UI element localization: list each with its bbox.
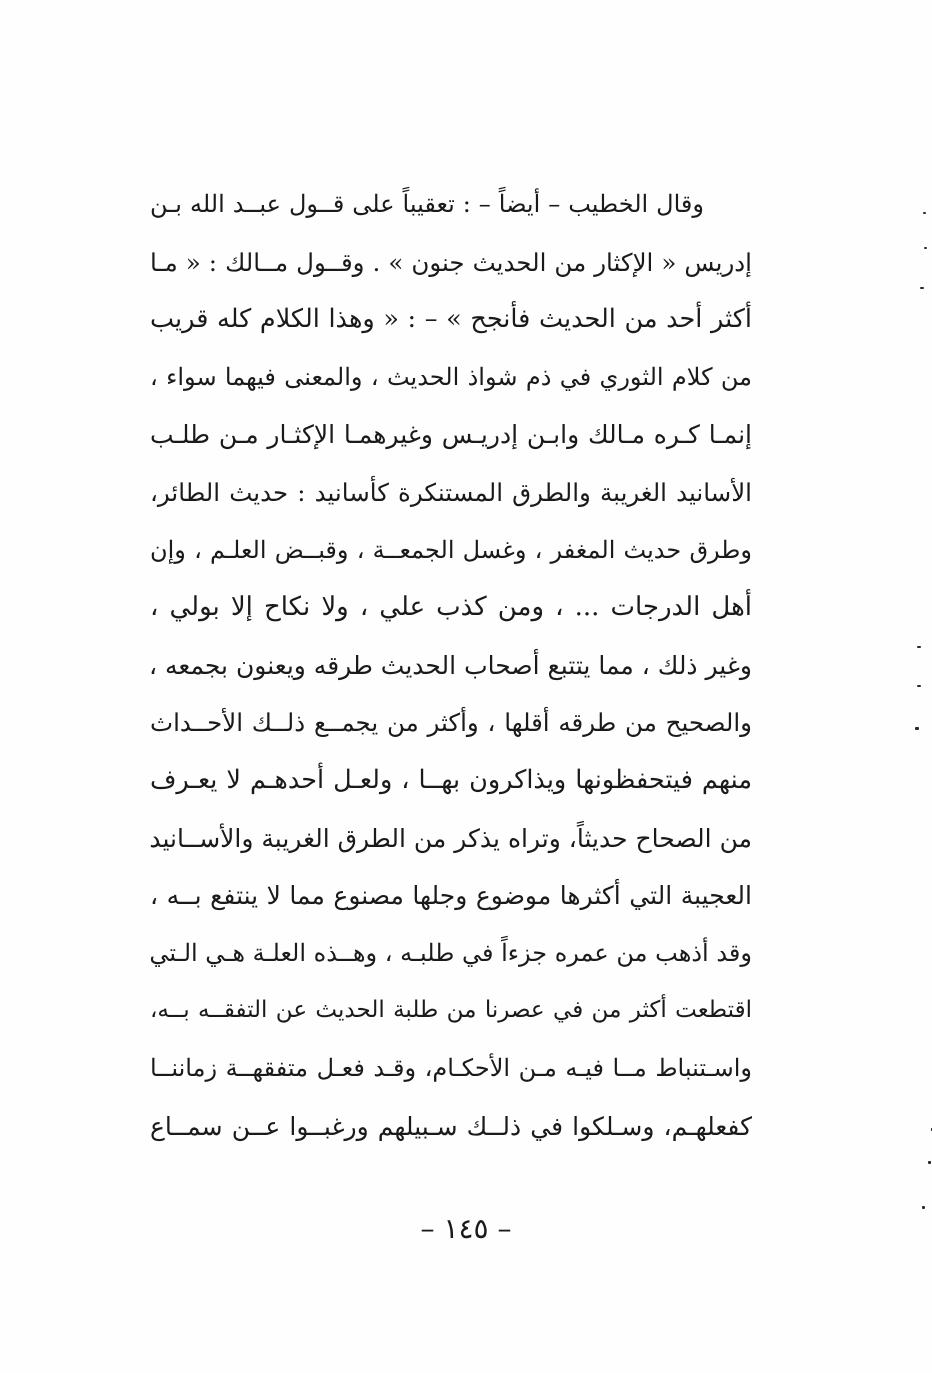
scan-mark [928,1161,931,1164]
text-line-2: إدريس « الإكثار من الحديث جنون » . وقــول مــالك : « مـا [150,247,752,277]
scan-mark [923,212,926,214]
scan-mark [917,685,921,687]
text-line-11: منهم فيتحفظونها ويذاكرون بهــا ، ولعـل أحدهـم لا يعـرف [150,764,752,795]
text-line-14: وقد أذهب من عمره جزءاً في طلبـه ، وهــذه العلـة هـي الـتي [149,938,752,967]
text-line-7: وطرق حديث المغفر ، وغسل الجمعــة ، وقبــض العلـم ، وإن [150,535,752,564]
scan-mark [917,646,921,648]
text-line-4: من كلام الثوري في ذم شواذ الحديث ، والمعنى فيهما سواء ، [150,362,752,391]
text-line-3: أكثر أحد من الحديث فأنجح » – : « وهذا الكلام كله قريب [150,304,752,335]
scan-mark [915,727,919,730]
scan-mark [924,247,927,249]
text-line-13: العجيبة التي أكثرها موضوع وجلها مصنوع مما لا ينتفع بــه ، [150,881,752,911]
page-number: – ١٤٥ – [420,1212,512,1245]
scan-mark [920,287,924,289]
text-line-15: اقتطعت أكثر من في عصرنا من طلبة الحديث عن التفقــه بــه، [150,997,752,1024]
text-line-8: أهل الدرجات ... ، ومن كذب علي ، ولا نكاح إلا بولي ، [150,592,752,623]
scan-mark [922,1206,925,1209]
body-text [150,176,752,1155]
text-line-1: وقال الخطيب – أيضاً – : تعقيباً على قــول عبــد الله بـن [150,190,704,218]
text-line-10: والصحيح من طرقه أقلها ، وأكثر من يجمــع ذلــك الأحــداث [150,708,752,738]
text-line-9: وغير ذلك ، مما يتتبع أصحاب الحديث طرقه ويعنون بجمعه ، [148,650,752,680]
text-line-17: كفعلهـم، وسـلكوا في ذلــك سـبيلهم ورغبــوا عــن سمــاع [150,1111,752,1141]
text-line-6: الأسانيد الغريبة والطرق المستنكرة كأسانيد : حديث الطائر، [150,477,752,507]
text-line-16: واسـتنباط مــا فيـه مـن الأحكـام، وقـد فعـل متفقهــة زماننــا [150,1053,752,1082]
text-line-12: من الصحاح حديثاً، وتراه يذكر من الطرق الغريبة والأســانيد [149,823,752,853]
text-line-5: إنمـا كـره مـالك وابـن إدريـس وغيرهمـا الإكثـار مـن طلـب [150,420,752,450]
